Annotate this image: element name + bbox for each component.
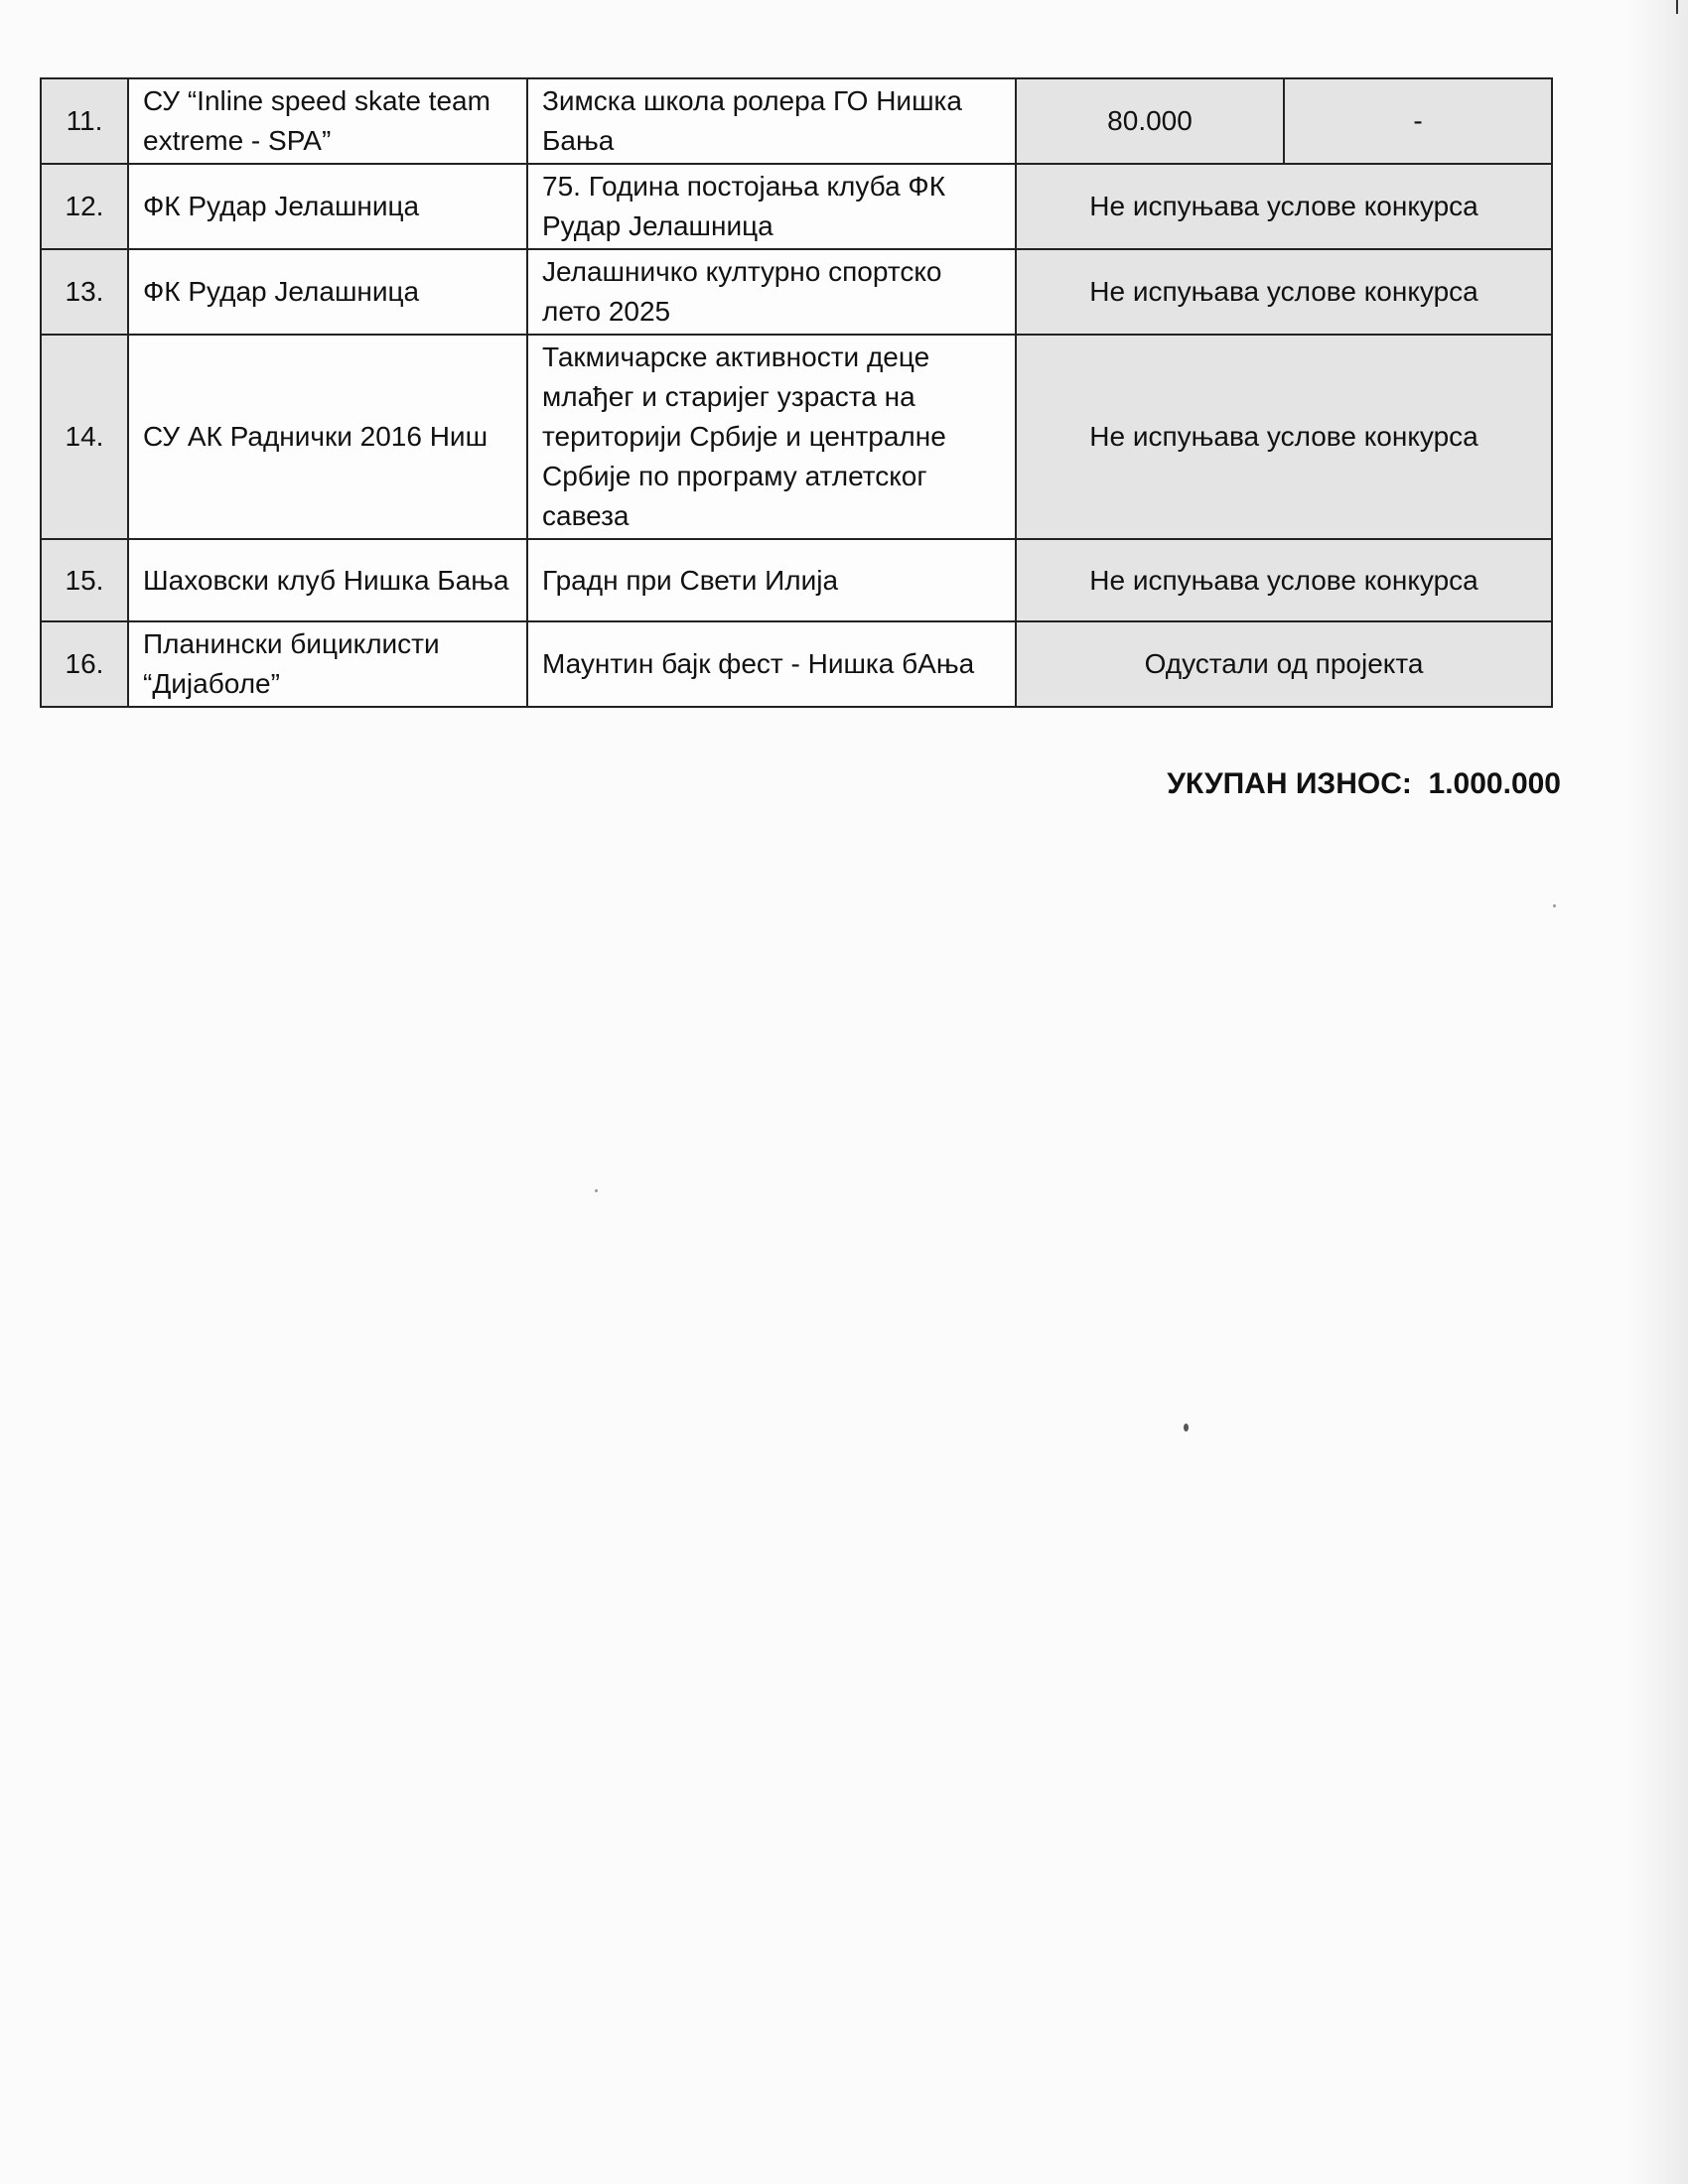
status-text: Одустали од пројекта [1016, 621, 1552, 707]
organization-name: ФК Рудар Јелашница [128, 249, 527, 335]
organization-name: СУ “Inline speed skate team extreme - SPA” [128, 78, 527, 164]
organization-name: Планински бициклисти “Дијаболе” [128, 621, 527, 707]
status-text: Не испуњава услове конкурса [1016, 249, 1552, 335]
total-amount [1124, 767, 1561, 801]
table-row [41, 164, 1552, 249]
row-number: 15. [41, 539, 128, 621]
row-number: 14. [41, 335, 128, 539]
organization-name: ФК Рудар Јелашница [128, 164, 527, 249]
organization-name: Шаховски клуб Нишка Бања [128, 539, 527, 621]
scan-speck [1553, 904, 1556, 907]
approved-amount: 80.000 [1016, 78, 1284, 164]
results-table [40, 77, 1553, 708]
status-text: Не испуњава услове конкурса [1016, 164, 1552, 249]
page-edge-shadow [1628, 0, 1688, 2184]
project-name: Маунтин бајк фест - Нишка бАња [527, 621, 1016, 707]
total-value: 1.000.000 [1428, 767, 1561, 800]
project-name: 75. Година постојања клуба ФК Рудар Јелашница [527, 164, 1016, 249]
status-text: Не испуњава услове конкурса [1016, 335, 1552, 539]
row-number: 12. [41, 164, 128, 249]
corner-mark [1676, 0, 1678, 14]
table-row [41, 539, 1552, 621]
project-name: Јелашничко културно спортско лето 2025 [527, 249, 1016, 335]
table-row [41, 249, 1552, 335]
project-name: Зимска школа ролера ГО Нишка Бања [527, 78, 1016, 164]
project-name: Градн при Свети Илија [527, 539, 1016, 621]
scan-speck [595, 1189, 598, 1192]
organization-name: СУ АК Раднички 2016 Ниш [128, 335, 527, 539]
project-name: Такмичарске активности деце млађег и старијег узраста на територији Србије и централне Србије по програму атлетског савеза [527, 335, 1016, 539]
row-number: 13. [41, 249, 128, 335]
scan-speck [1184, 1424, 1189, 1432]
table-row [41, 78, 1552, 164]
table-row [41, 335, 1552, 539]
row-number: 11. [41, 78, 128, 164]
row-number: 16. [41, 621, 128, 707]
table-row [41, 621, 1552, 707]
amount-second: - [1284, 78, 1552, 164]
status-text: Не испуњава услове конкурса [1016, 539, 1552, 621]
total-label: УКУПАН ИЗНОС: [1167, 767, 1412, 800]
